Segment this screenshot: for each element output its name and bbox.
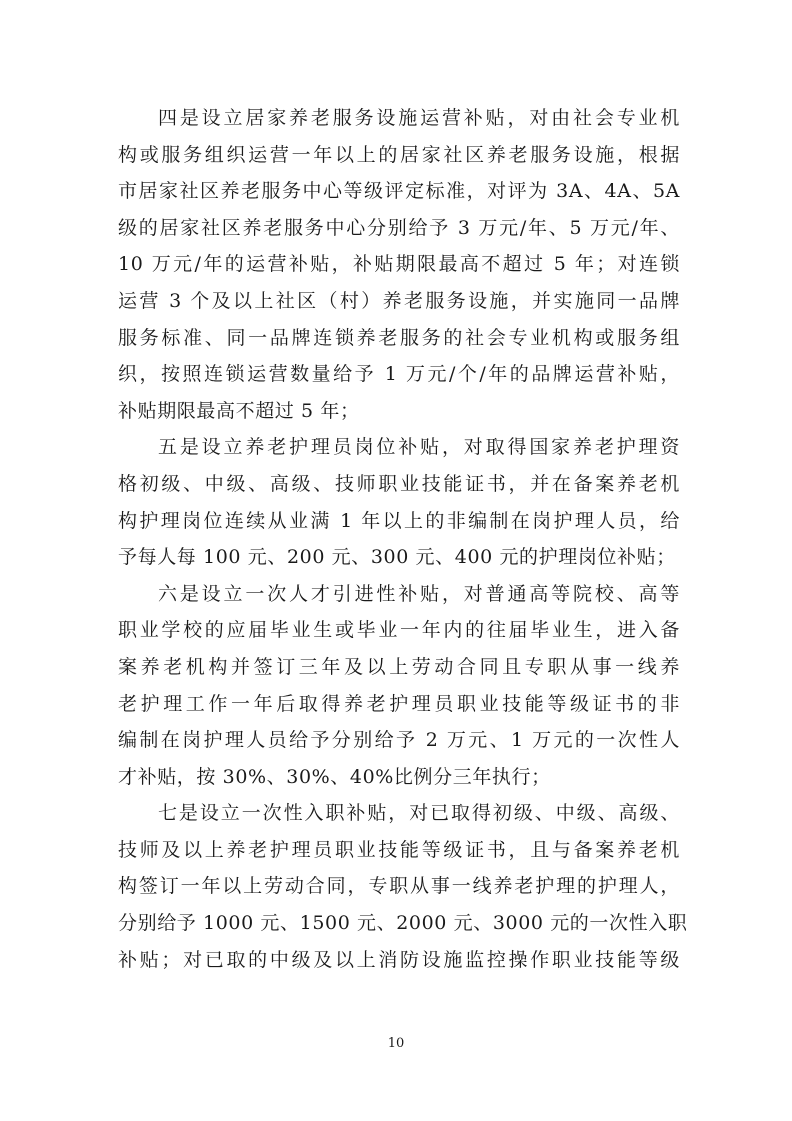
text-line: 予每人每 100 元、200 元、300 元、400 元的护理岗位补贴；	[118, 546, 676, 569]
text-line: 职业学校的应届毕业生或毕业一年内的往届毕业生，进入备	[118, 619, 680, 642]
document-body	[118, 100, 688, 978]
text-line: 构签订一年以上劳动合同，专职从事一线养老护理的护理人，	[118, 875, 680, 898]
page-number: 10	[387, 1036, 405, 1051]
text-line: 格初级、中级、高级、技师职业技能证书，并在备案养老机	[118, 472, 680, 495]
text-line: 级的居家社区养老服务中心分别给予 3 万元/年、5 万元/年、	[118, 216, 680, 239]
text-line: 分别给予 1000 元、1500 元、2000 元、3000 元的一次性入职	[118, 912, 688, 935]
paragraph	[118, 795, 688, 978]
text-line: 案养老机构并签订三年及以上劳动合同且专职从事一线养	[118, 655, 680, 678]
text-line: 六是设立一次人才引进性补贴，对普通高等院校、高等	[158, 582, 680, 605]
text-line: 10 万元/年的运营补贴，补贴期限最高不超过 5 年；对连锁	[118, 253, 680, 276]
text-line: 五是设立养老护理员岗位补贴，对取得国家养老护理资	[158, 436, 680, 459]
text-line: 技师及以上养老护理员职业技能等级证书，且与备案养老机	[118, 838, 680, 861]
text-line: 运营 3 个及以上社区（村）养老服务设施，并实施同一品牌	[118, 289, 680, 312]
paragraph	[118, 429, 680, 575]
text-line: 织，按照连锁运营数量给予 1 万元/个/年的品牌运营补贴，	[118, 363, 680, 386]
text-line: 四是设立居家养老服务设施运营补贴，对由社会专业机	[158, 107, 680, 129]
text-line: 构护理岗位连续从业满 1 年以上的非编制在岗护理人员，给	[118, 509, 680, 532]
text-line: 才补贴，按 30%、30%、40%比例分三年执行；	[118, 765, 551, 788]
paragraph	[118, 100, 680, 429]
text-line: 服务标准、同一品牌连锁养老服务的社会专业机构或服务组	[118, 326, 680, 349]
paragraph	[118, 576, 680, 796]
text-line: 七是设立一次性入职补贴，对已取得初级、中级、高级、	[158, 802, 680, 825]
text-line: 老护理工作一年后取得养老护理员职业技能等级证书的非	[118, 692, 680, 715]
text-line: 构或服务组织运营一年以上的居家社区养老服务设施，根据	[118, 143, 680, 166]
text-line: 市居家社区养老服务中心等级评定标准，对评为 3A、4A、5A	[118, 180, 680, 203]
text-line: 补贴期限最高不超过 5 年；	[118, 399, 360, 422]
text-line: 编制在岗护理人员给予分别给予 2 万元、1 万元的一次性人	[118, 729, 680, 752]
text-line: 补贴；对已取的中级及以上消防设施监控操作职业技能等级	[118, 948, 680, 971]
